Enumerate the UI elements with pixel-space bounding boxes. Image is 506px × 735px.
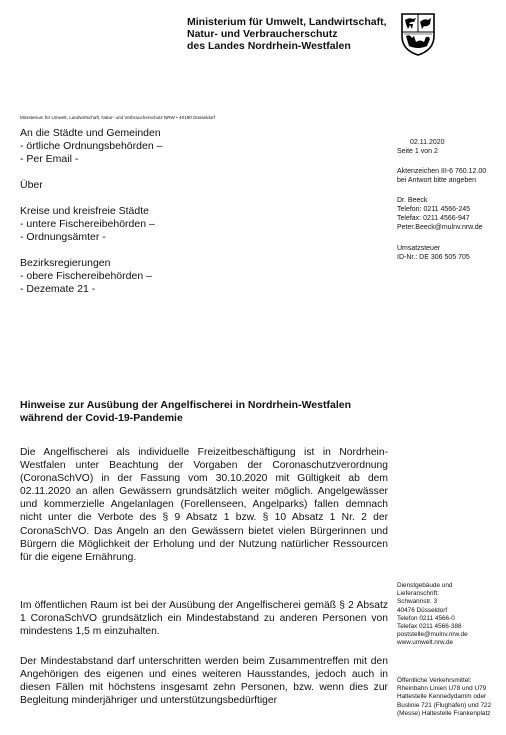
recipient-via: Über xyxy=(20,179,43,191)
tax-block xyxy=(397,244,470,262)
recipient-line: - obere Fischereibehörden – xyxy=(20,270,152,282)
city: 40476 Düsseldorf xyxy=(397,606,448,614)
office-address xyxy=(397,582,468,648)
page-number: Seite 1 von 2 xyxy=(397,148,438,155)
ministry-line: des Landes Nordrhein-Westfalen xyxy=(187,40,351,52)
ministry-line: Ministerium für Umwelt, Landwirtschaft, xyxy=(187,16,387,28)
recipient-line: - örtliche Ordnungsbehörden – xyxy=(20,140,163,152)
transport-info xyxy=(397,677,491,718)
delivery-label: Lieferanschrift: xyxy=(397,590,439,598)
transport-line: (Messe) Haltestelle Frankenplatz xyxy=(397,709,491,717)
contact-name: Dr. Beeck xyxy=(397,197,428,204)
tax-label: Umsatzsteuer xyxy=(397,245,441,252)
transport-line: Haltestelle Kennedydamm oder xyxy=(397,693,487,701)
reference-note: bei Antwort bitte angeben xyxy=(397,177,477,184)
letter-subject: Hinweise zur Ausübung der Angelfischerei in Nordrhein-Westfalen während der Covid-19-Pandemie xyxy=(20,399,351,424)
recipient-line: - Per Email - xyxy=(20,153,79,165)
contact-fax: Telefax: 0211 4566-947 xyxy=(397,215,470,222)
recipient-line: An die Städte und Gemeinden xyxy=(20,127,161,139)
office-email[interactable]: poststelle@mulnv.nrw.de xyxy=(397,631,468,639)
ministry-line: Natur- und Verbraucherschutz xyxy=(187,28,338,40)
office-website[interactable]: www.umwelt.nrw.de xyxy=(397,639,454,647)
letter-date: 02.11.2020 xyxy=(410,139,445,146)
recipient-line: - Ordnungsämter - xyxy=(20,231,106,243)
contact-email[interactable]: Peter.Beeck@mulnv.nrw.de xyxy=(397,224,483,231)
contact-block xyxy=(397,196,483,232)
street: Schwannstr. 3 xyxy=(397,598,438,606)
recipient-line: - untere Fischereibehörden – xyxy=(20,218,155,230)
recipient-line: Bezirksregierungen xyxy=(20,257,111,269)
transport-title: Öffentliche Verkehrsmittel: xyxy=(397,677,472,684)
reference-number: Aktenzeichen III-6 760.12.00 xyxy=(397,168,487,175)
transport-line: Rheinbahn Linien U78 und U79 xyxy=(397,685,487,693)
sender-line: Ministerium für Umwelt, Landwirtschaft, Natur- und Verbraucherschutz NRW • 40190 Düsseldorf xyxy=(20,115,216,120)
body-paragraph: Im öffentlichen Raum ist bei der Ausübung der Angelfischerei gemäß § 2 Absatz 1 CoronaSchVO grundsätzlich ein Mindestabstand zu anderen Personen von mindestens 1,5 m einzuhalten. xyxy=(20,600,388,638)
office-fax: Telefax 0211 4566-388 xyxy=(397,623,462,631)
office-phone: Telefon 0211 4566-0 xyxy=(397,614,455,622)
recipient-address xyxy=(20,127,162,296)
body-paragraph: Die Angelfischerei als individuelle Freizeitbeschäftigung ist in Nordrhein-Westfalen unter Beachtung der Vorgaben der Coronaschutzverordnung (CoronaSchVO) in der Fassung vom 30.10.2020 mit Gültigkeit ab dem 02.11.2020 an allen Gewässern grundsätzlich weiter möglich. Angelgewässer und kommerzielle Angelanlagen (Forellenseen, Angelparks) fallen demnach nicht unter die Verbote des § 9 Absatz 1 bzw. § 10 Absatz 1 Nr. 2 der CoronaSchVO. Das Angeln an den Gewässern bietet vielen Bürgerinnen und Bürgern die Möglichkeit der Erholung und der Nutzung natürlicher Ressourcen für die eigene Ernährung. xyxy=(20,447,388,563)
building-label: Dienstgebäude und xyxy=(397,582,453,589)
contact-phone: Telefon: 0211 4566-245 xyxy=(397,206,471,213)
tax-id: ID-Nr.: DE 306 505 705 xyxy=(397,254,470,261)
recipient-line: - Dezemate 21 - xyxy=(20,283,96,295)
nrw-coat-of-arms-icon xyxy=(400,12,436,56)
body-paragraph: Der Mindestabstand darf unterschritten werden beim Zusammentreffen mit den Angehörigen des eigenen und eines weiteren Hausstandes, jedoch auch in diesen Fällen mit höchstens insgesamt zehn Personen, bzw. wenn dies zur Begleitung minderjähriger und unterstützungsbedürftiger xyxy=(20,656,388,707)
recipient-line: Kreise und kreisfreie Städte xyxy=(20,205,149,217)
transport-line: Buslinie 721 (Flughafen) und 722 xyxy=(397,701,492,709)
ministry-name xyxy=(187,16,387,52)
